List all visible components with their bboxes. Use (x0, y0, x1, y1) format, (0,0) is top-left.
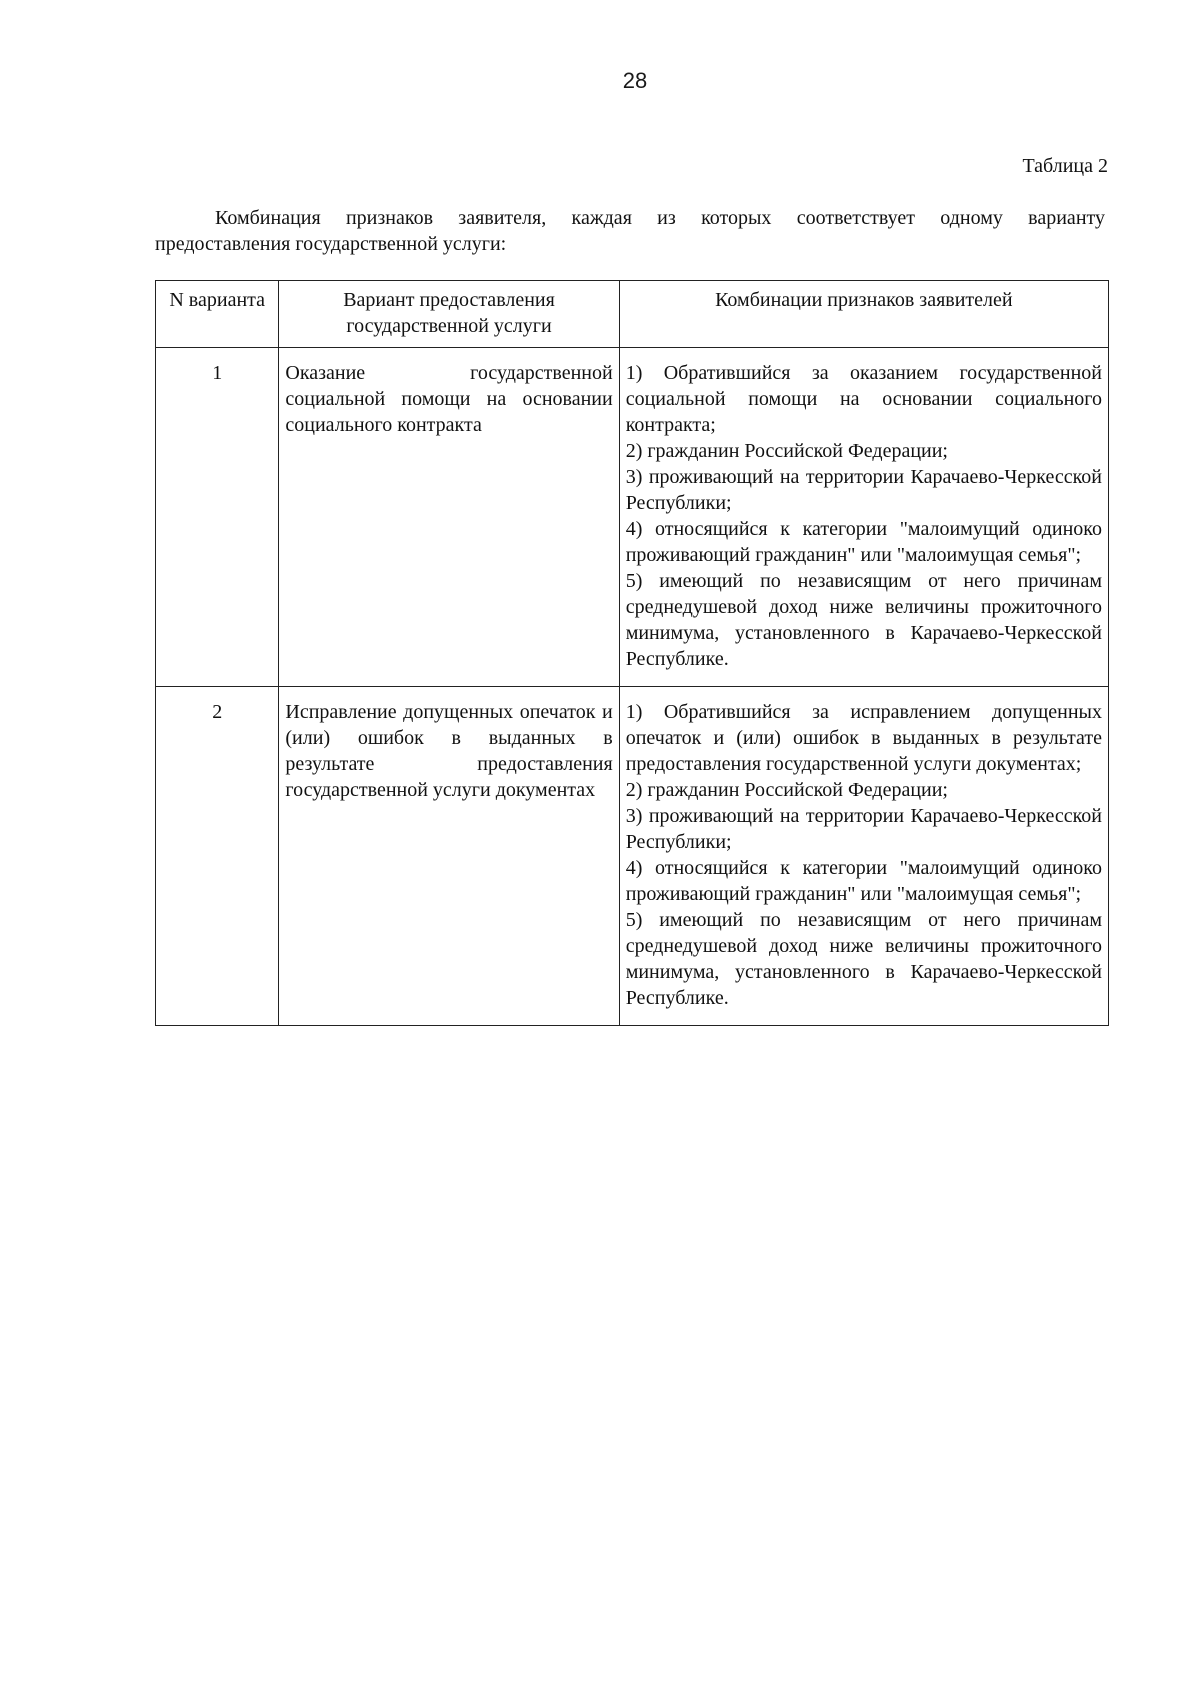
header-variant-number: N варианта (156, 281, 279, 348)
criteria-list (619, 348, 1108, 687)
caption-line-2: предоставления государственной услуги: (155, 233, 507, 255)
header-variant: Вариант предоставления государственной услуги (279, 281, 619, 348)
criterion-item: 2) гражданин Российской Федерации; (625, 440, 948, 462)
page-number: 28 (622, 68, 648, 93)
table-row (156, 348, 1109, 687)
variant-description: Исправление допущенных опечаток и (или) ошибок в выданных в результате предоставления государственной услуги документах (279, 687, 619, 1026)
criteria-list (619, 687, 1108, 1026)
variant-number: 2 (156, 687, 279, 1026)
table-caption (155, 205, 1105, 257)
caption-line-1: Комбинация признаков заявителя, каждая из которых соответствует одному варианту (215, 207, 1105, 229)
variant-description: Оказание государственной социальной помощи на основании социального контракта (279, 348, 619, 687)
table-header-row (156, 281, 1109, 348)
criterion-item: 3) проживающий на территории Карачаево-Черкесской Республики; (625, 805, 1102, 853)
table-label: Таблица 2 (1022, 155, 1108, 177)
criterion-item: 5) имеющий по независящим от него причинам среднедушевой доход ниже величины прожиточного минимума, установленного в Карачаево-Черкесской Республике. (625, 570, 1102, 670)
criterion-item: 5) имеющий по независящим от него причинам среднедушевой доход ниже величины прожиточного минимума, установленного в Карачаево-Черкесской Республике. (625, 909, 1102, 1009)
variants-table (155, 280, 1109, 1026)
criterion-item: 4) относящийся к категории "малоимущий одиноко проживающий гражданин" или "малоимущая семья"; (625, 857, 1102, 905)
criterion-item: 1) Обратившийся за оказанием государственной социальной помощи на основании социального контракта; (625, 362, 1102, 436)
criterion-item: 4) относящийся к категории "малоимущий одиноко проживающий гражданин" или "малоимущая семья"; (625, 518, 1102, 566)
criterion-item: 2) гражданин Российской Федерации; (625, 779, 948, 801)
table-row (156, 687, 1109, 1026)
criterion-item: 1) Обратившийся за исправлением допущенных опечаток и (или) ошибок в выданных в результате предоставления государственной услуги документах; (625, 701, 1102, 775)
criterion-item: 3) проживающий на территории Карачаево-Черкесской Республики; (625, 466, 1102, 514)
header-combinations: Комбинации признаков заявителей (619, 281, 1108, 348)
variant-number: 1 (156, 348, 279, 687)
